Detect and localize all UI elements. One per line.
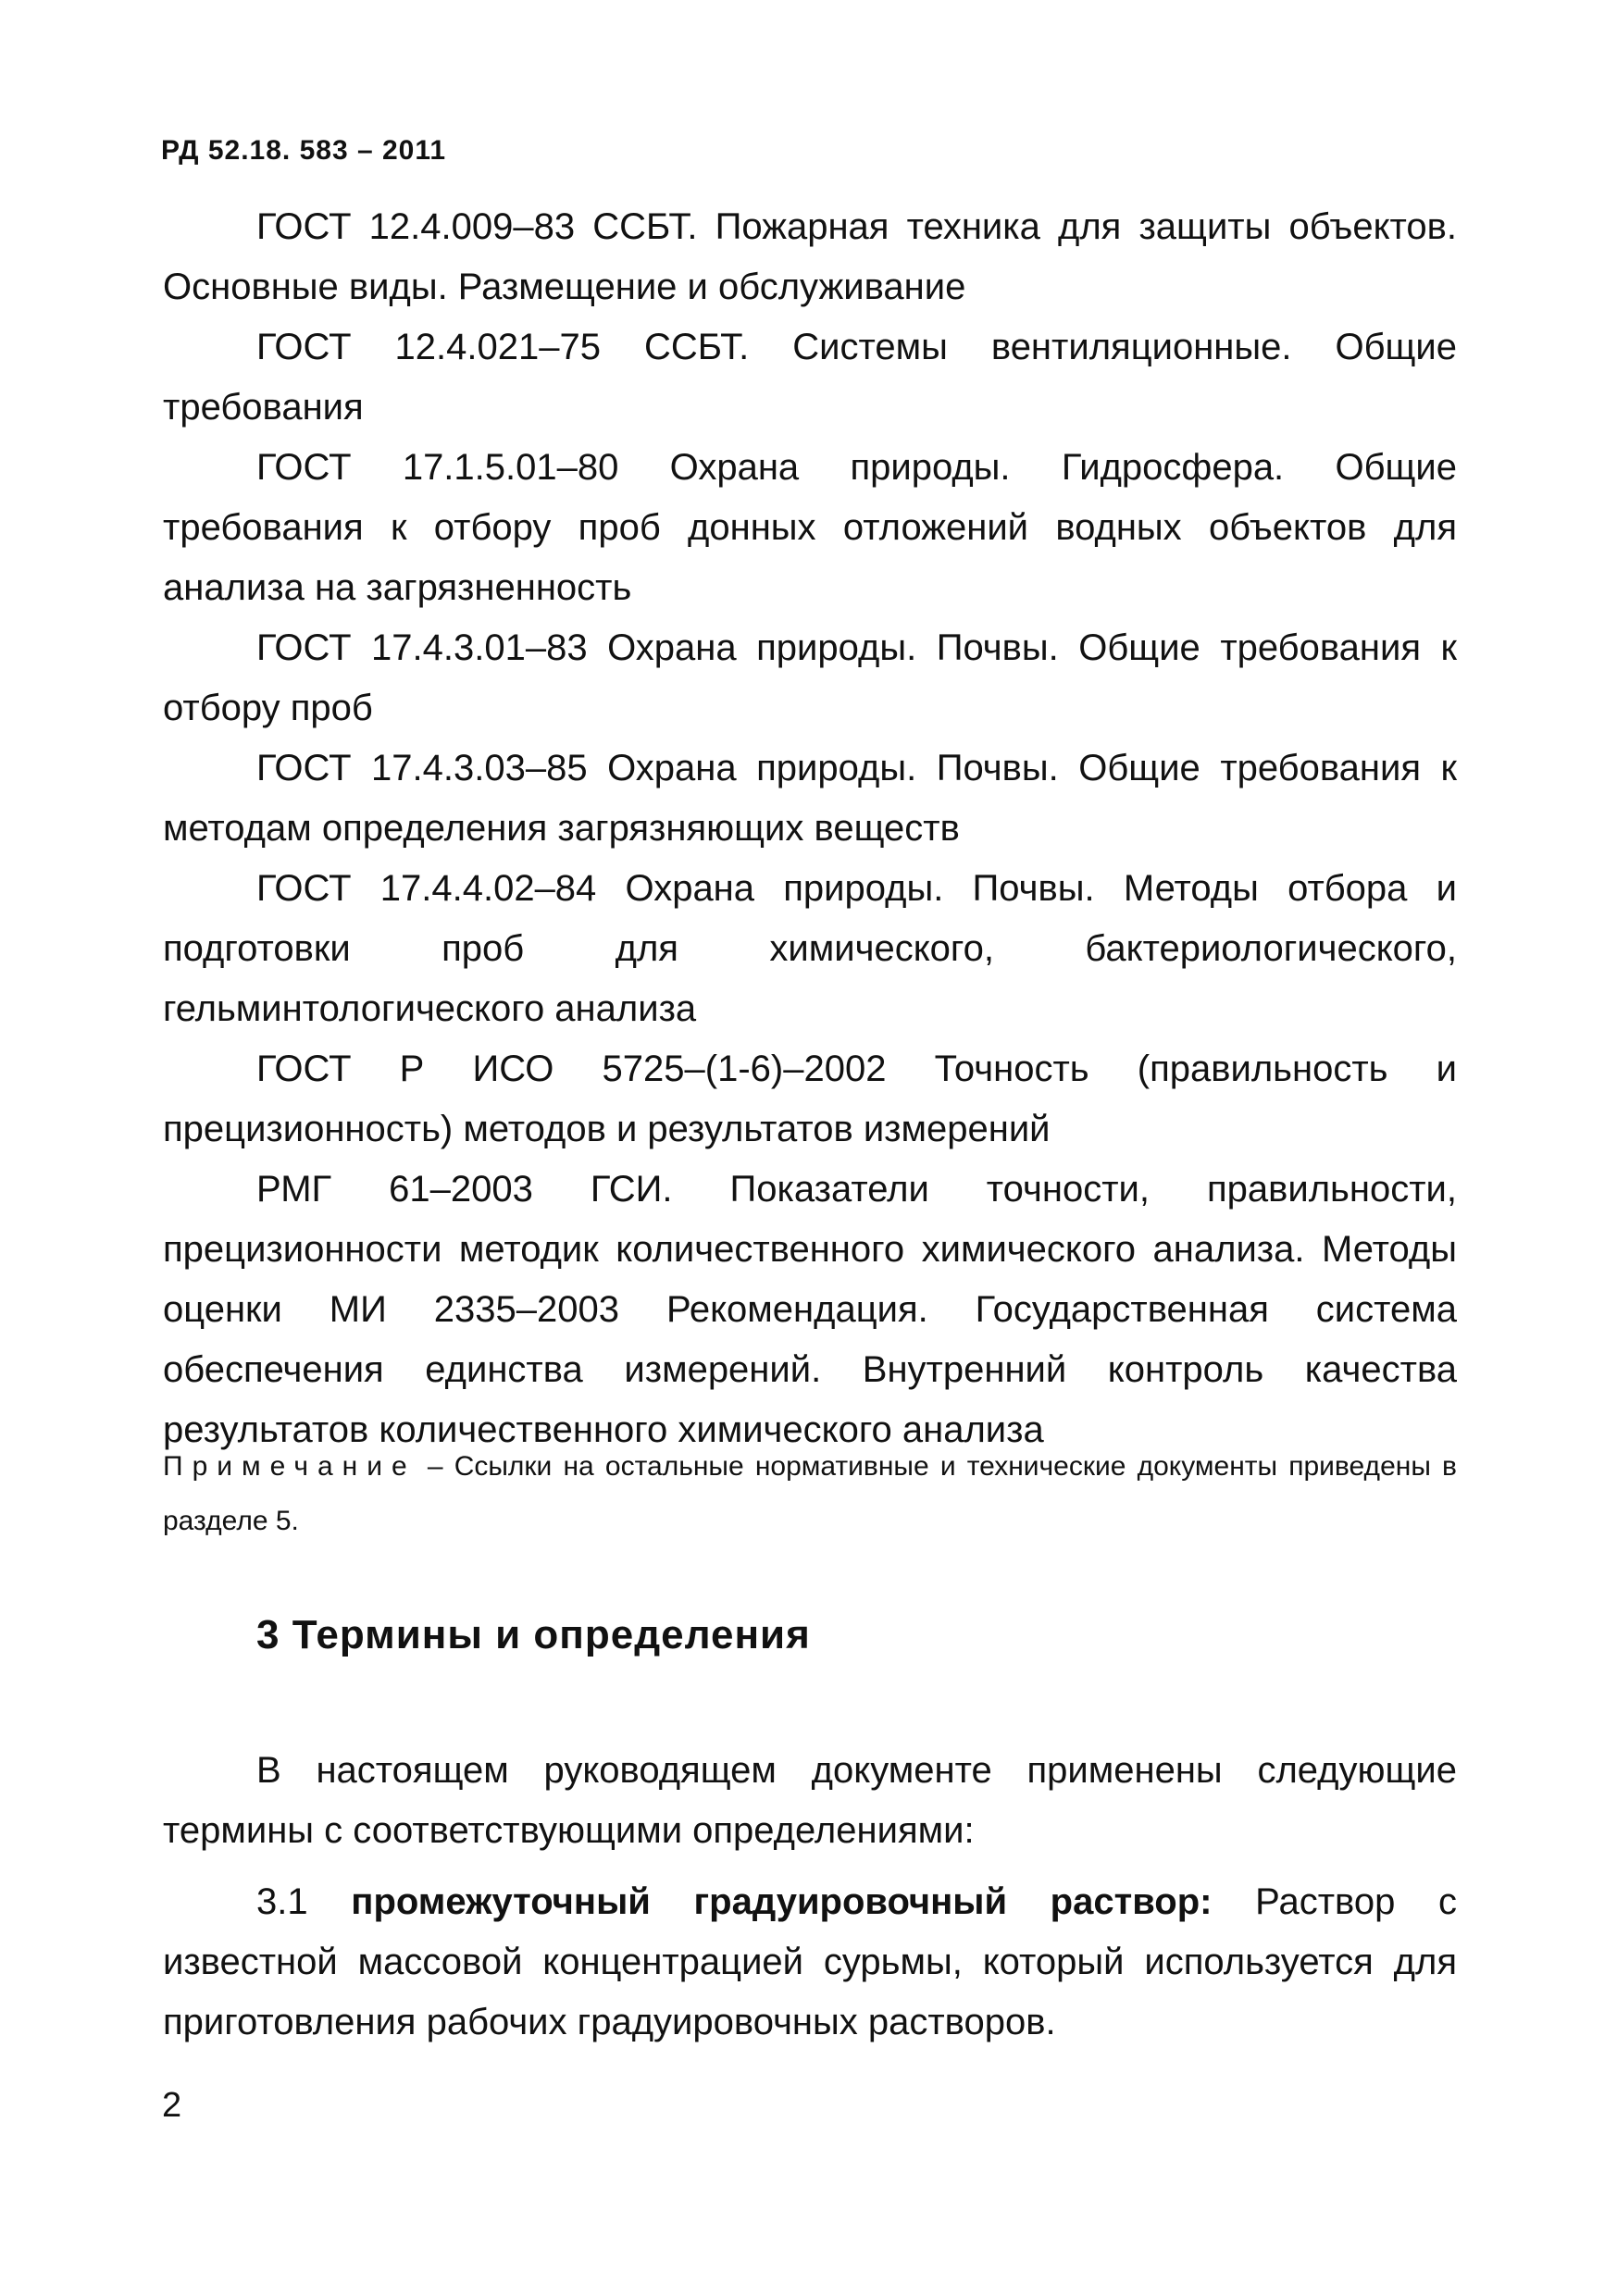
section-title: 3 Термины и определения bbox=[256, 1612, 811, 1657]
reference-item: ГОСТ 12.4.021–75 ССБТ. Системы вентиляционные. Общие требования bbox=[163, 327, 1457, 428]
document-code: РД 52.18. 583 – 2011 bbox=[161, 135, 447, 166]
reference-item: ГОСТ 17.4.3.01–83 Охрана природы. Почвы. Общие требования к отбору проб bbox=[163, 627, 1457, 728]
section-intro: В настоящем руководящем документе применены следующие термины с соответствующими определениями: bbox=[163, 1750, 1457, 1851]
note-text: – Ссылки на остальные нормативные и технические документы приведены в разделе 5. bbox=[163, 1451, 1457, 1536]
note-label: Примечание bbox=[163, 1451, 417, 1482]
reference-item: ГОСТ 17.4.3.03–85 Охрана природы. Почвы. Общие требования к методам определения загрязняющих веществ bbox=[163, 748, 1457, 849]
term-text: Раствор с известной массовой концентрацией сурьмы, который используется для приготовления рабочих градуировочных растворов. bbox=[163, 1881, 1457, 2042]
reference-item: ГОСТ 17.4.4.02–84 Охрана природы. Почвы. Методы отбора и подготовки проб для химического, бактериологического, гельминтологического анализа bbox=[163, 868, 1457, 1029]
page-number: 2 bbox=[162, 2086, 182, 2125]
normative-references-list bbox=[163, 197, 1457, 1460]
term-name: промежуточный градуировочный раствор: bbox=[351, 1881, 1213, 1922]
term-number: 3.1 bbox=[256, 1881, 308, 1922]
note bbox=[163, 1439, 1457, 1548]
reference-item: ГОСТ 12.4.009–83 ССБТ. Пожарная техника для защиты объектов. Основные виды. Размещение и обслуживание bbox=[163, 206, 1457, 307]
reference-item: РМГ 61–2003 ГСИ. Показатели точности, правильности, прецизионности методик количественного химического анализа. Методы оценки МИ 2335–2003 Рекомендация. Государственная система обеспечения единства измерений. Внутренний контроль качества результатов количественного химического анализа bbox=[163, 1169, 1457, 1450]
reference-item: ГОСТ Р ИСО 5725–(1-6)–2002 Точность (правильность и прецизионность) методов и результатов измерений bbox=[163, 1049, 1457, 1149]
term-definition bbox=[163, 1872, 1457, 2053]
section-body bbox=[163, 1741, 1457, 2053]
reference-item: ГОСТ 17.1.5.01–80 Охрана природы. Гидросфера. Общие требования к отбору проб донных отложений водных объектов для анализа на загрязненность bbox=[163, 447, 1457, 608]
